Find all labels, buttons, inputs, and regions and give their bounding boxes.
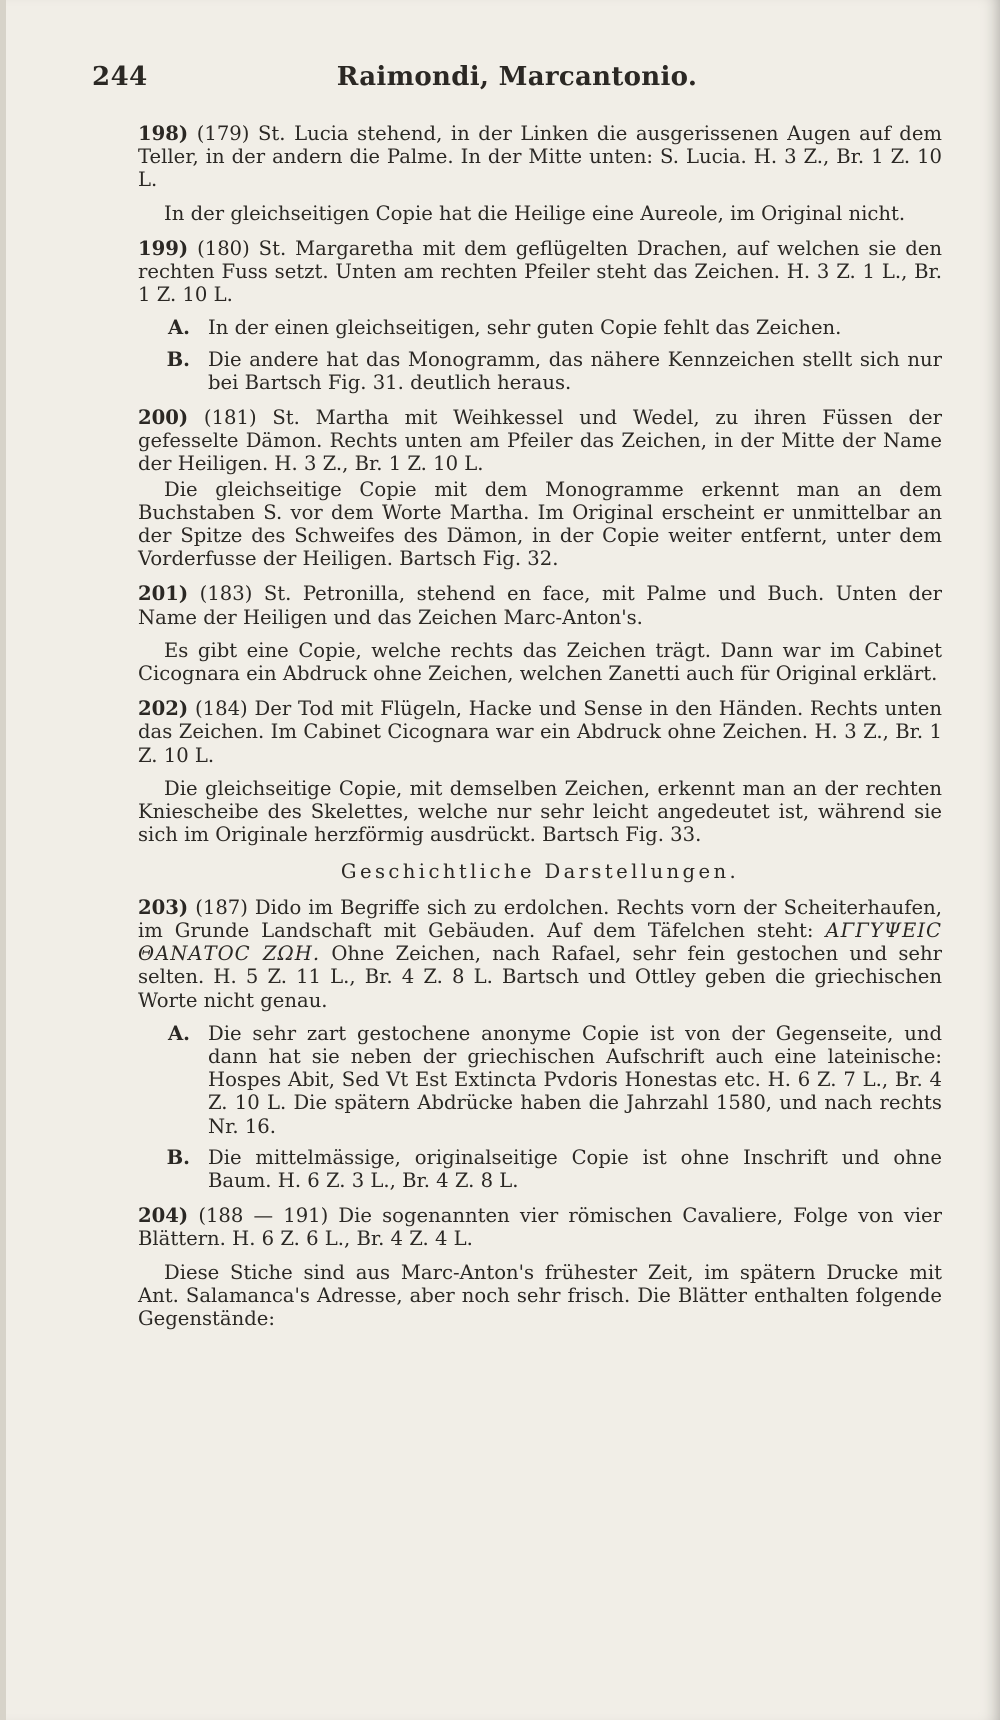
- variant-text: Die sehr zart gestochene anonyme Copie ist von der Gegenseite, und dann hat sie neben der griechischen Aufschrift auch eine lateinische: Hospes Abit, Sed Vt Est Extincta Pvdoris Honestas etc. H. 6 Z. 7 L., Br. 4 Z. 10 L. Die spätern Abdrücke haben die Jahrzahl 1580, und nach rechts Nr. 16.: [208, 1021, 942, 1138]
- page-header: [92, 62, 942, 102]
- running-head: Raimondi, Marcantonio.: [336, 62, 698, 92]
- entry-number: 204): [138, 1204, 189, 1228]
- catalogue-entry-203: [138, 896, 942, 1192]
- greek-inscription: ΑΓΓΥΨΕΙϹ ΘΑΝΑΤΟϹ ΖΩΗ.: [138, 918, 942, 966]
- page-number: 244: [92, 62, 148, 92]
- entry-note: In der gleichseitigen Copie hat die Heilige eine Aureole, im Original nicht.: [164, 201, 906, 225]
- page-body: [138, 122, 942, 1342]
- original-number: (188 — 191): [198, 1204, 329, 1228]
- variant-text: Die andere hat das Monogramm, das nähere Kennzeichen stellt sich nur bei Bartsch Fig. 31. deutlich heraus.: [208, 347, 942, 394]
- catalogue-entry-202: [138, 697, 942, 846]
- catalogue-entry-201: [138, 582, 942, 685]
- section-heading: Geschichtliche Darstellungen.: [340, 860, 740, 884]
- entry-note: Diese Stiche sind aus Marc-Anton's frühester Zeit, im spätern Drucke mit Ant. Salamanca's Adresse, aber noch sehr frisch. Die Blätter enthalten folgende Gegenstände:: [138, 1260, 942, 1330]
- variant-letter: A.: [167, 316, 190, 340]
- entry-description: St. Petronilla, stehend en face, mit Palme und Buch. Unten der Name der Heiligen und das Zeichen Marc-Anton's.: [138, 582, 942, 629]
- catalogue-entry-200: [138, 406, 942, 570]
- entry-description: St. Lucia stehend, in der Linken die ausgerissenen Augen auf dem Teller, in der andern die Palme. In der Mitte unten: S. Lucia. H. 3 Z., Br. 1 Z. 10 L.: [138, 122, 942, 192]
- entry-description: Dido im Begriffe sich zu erdolchen. Rechts vorn der Scheiterhaufen, im Grunde Landschaft mit Gebäuden. Auf dem Täfelchen steht:: [138, 895, 942, 942]
- variant-letter: B.: [166, 347, 190, 371]
- original-number: (181): [203, 406, 257, 430]
- variant-letter: B.: [166, 1145, 190, 1169]
- entry-description: Die sogenannten vier römischen Cavaliere, Folge von vier Blättern. H. 6 Z. 6 L., Br. 4 Z. 4 L.: [138, 1204, 942, 1251]
- original-number: (180): [197, 236, 250, 260]
- catalogue-entry-204: [138, 1204, 942, 1330]
- entry-number: 203): [138, 895, 189, 919]
- entry-number: 199): [138, 236, 189, 260]
- catalogue-entry-198: [138, 122, 942, 225]
- entry-description: St. Margaretha mit dem geflügelten Drachen, auf welchen sie den rechten Fuss setzt. Unten am rechten Pfeiler steht das Zeichen. H. 3 Z. 1 L., Br. 1 Z. 10 L.: [138, 236, 942, 307]
- original-number: (179): [196, 122, 250, 145]
- original-number: (187): [195, 895, 248, 919]
- catalogue-entry-199: [138, 237, 942, 394]
- entry-number: 200): [138, 406, 189, 430]
- book-page: [6, 0, 1000, 1720]
- entry-description: Der Tod mit Flügeln, Hacke und Sense in den Händen. Rechts unten das Zeichen. Im Cabinet Cicognara war ein Abdruck ohne Zeichen. H. 3 Z., Br. 1 Z. 10 L.: [138, 697, 942, 767]
- entry-note: Die gleichseitige Copie mit dem Monogramme erkennt man an dem Buchstaben S. vor dem Worte Martha. Im Original erscheint er unmittelbar an der Spitze des Schweifes des Dämon, in der Copie weiter entfernt, unter dem Vorderfusse der Heiligen. Bartsch Fig. 32.: [138, 477, 942, 571]
- entry-number: 198): [138, 122, 189, 145]
- variant-text: Die mittelmässige, originalseitige Copie ist ohne Inschrift und ohne Baum. H. 6 Z. 3 L., Br. 4 Z. 8 L.: [208, 1145, 942, 1192]
- original-number: (184): [195, 697, 248, 721]
- copy-variant-b: [138, 1146, 942, 1192]
- original-number: (183): [199, 582, 253, 606]
- copy-variant-a: [138, 316, 942, 339]
- variant-letter: A.: [167, 1021, 190, 1045]
- copy-variant-a: [138, 1022, 942, 1138]
- copy-variant-b: [138, 348, 942, 394]
- variant-text: In der einen gleichseitigen, sehr guten Copie fehlt das Zeichen.: [208, 316, 842, 340]
- entry-number: 202): [138, 697, 189, 721]
- entry-description: St. Martha mit Weihkessel und Wedel, zu ihren Füssen der gefesselte Dämon. Rechts unten am Pfeiler das Zeichen, in der Mitte der Name der Heiligen. H. 3 Z., Br. 1 Z. 10 L.: [138, 406, 943, 476]
- entry-note: Die gleichseitige Copie, mit demselben Zeichen, erkennt man an der rechten Kniescheibe des Skelettes, welche nur sehr leicht angedeutet ist, während sie sich im Originale herzförmig ausdrückt. Bartsch Fig. 33.: [138, 776, 942, 847]
- entry-description-continued: Ohne Zeichen, nach Rafael, sehr fein gestochen und sehr selten. H. 5 Z. 11 L., Br. 4 Z. 8 L. Bartsch und Ottley geben die griechischen Worte nicht genau.: [138, 942, 942, 1012]
- entry-number: 201): [138, 582, 189, 606]
- entry-note: Es gibt eine Copie, welche rechts das Zeichen trägt. Dann war im Cabinet Cicognara ein Abdruck ohne Zeichen, welchen Zanetti auch für Original erklärt.: [138, 638, 942, 686]
